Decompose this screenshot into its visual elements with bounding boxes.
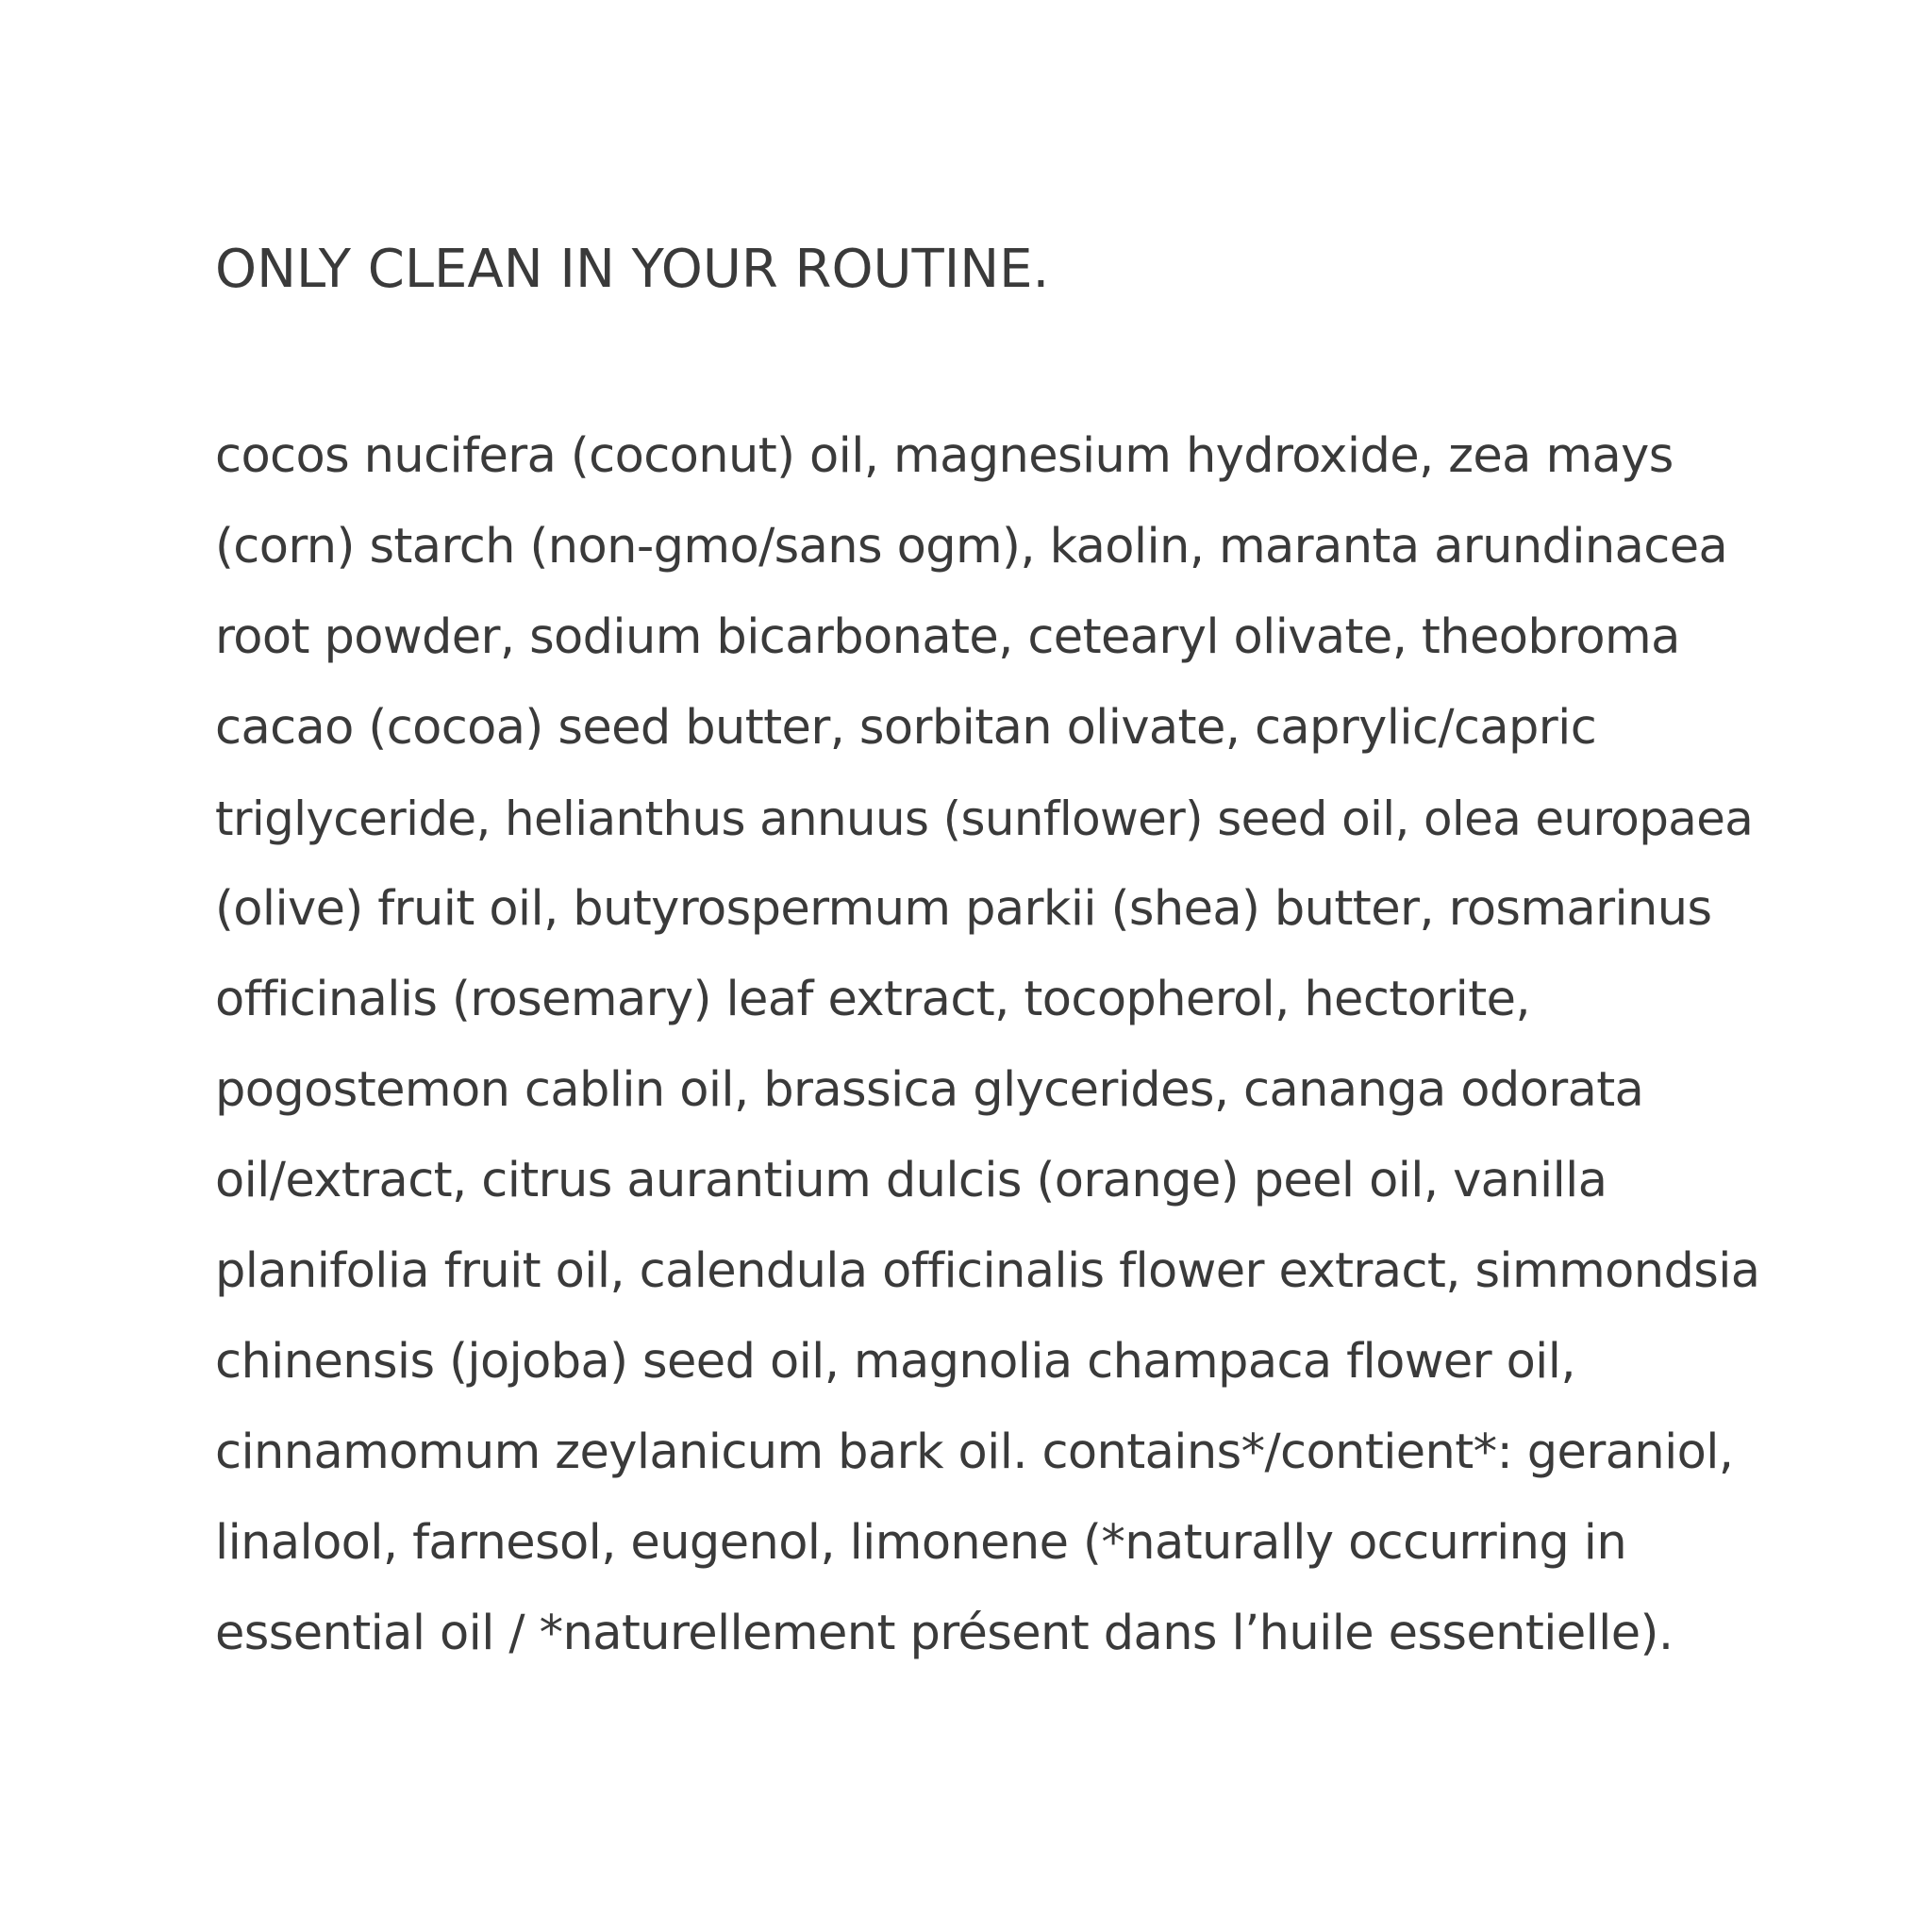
ingredients-line: linalool, farnesol, eugenol, limonene (*naturally occurring in bbox=[215, 1515, 1627, 1571]
ingredients-line: essential oil / *naturellement présent dans l’huile essentielle). bbox=[215, 1606, 1674, 1661]
ingredients-line: chinensis (jojoba) seed oil, magnolia champaca flower oil, bbox=[215, 1334, 1575, 1390]
ingredients-line: triglyceride, helianthus annuus (sunflower) seed oil, olea europaea bbox=[215, 791, 1754, 846]
ingredients-line: root powder, sodium bicarbonate, cetearyl olivate, theobroma bbox=[215, 609, 1680, 665]
ingredients-list bbox=[215, 411, 1762, 1679]
ingredients-line: oil/extract, citrus aurantium dulcis (orange) peel oil, vanilla bbox=[215, 1153, 1607, 1208]
ingredients-line: cocos nucifera (coconut) oil, magnesium hydroxide, zea mays bbox=[215, 428, 1674, 484]
ingredients-panel bbox=[215, 236, 1762, 1679]
ingredients-line: pogostemon cablin oil, brassica glycerides, cananga odorata bbox=[215, 1062, 1644, 1118]
ingredients-line: cacao (cocoa) seed butter, sorbitan olivate, caprylic/capric bbox=[215, 700, 1597, 756]
ingredients-line: cinnamomum zeylanicum bark oil. contains*/contient*: geraniol, bbox=[215, 1424, 1734, 1480]
ingredients-line: officinalis (rosemary) leaf extract, tocopherol, hectorite, bbox=[215, 972, 1530, 1027]
ingredients-line: planifolia fruit oil, calendula officinalis flower extract, simmondsia bbox=[215, 1243, 1760, 1299]
ingredients-line: (olive) fruit oil, butyrospermum parkii (shea) butter, rosmarinus bbox=[215, 881, 1712, 937]
ingredients-line: (corn) starch (non-gmo/sans ogm), kaolin, maranta arundinacea bbox=[215, 519, 1728, 575]
page-title: ONLY CLEAN IN YOUR ROUTINE. bbox=[215, 239, 1050, 300]
